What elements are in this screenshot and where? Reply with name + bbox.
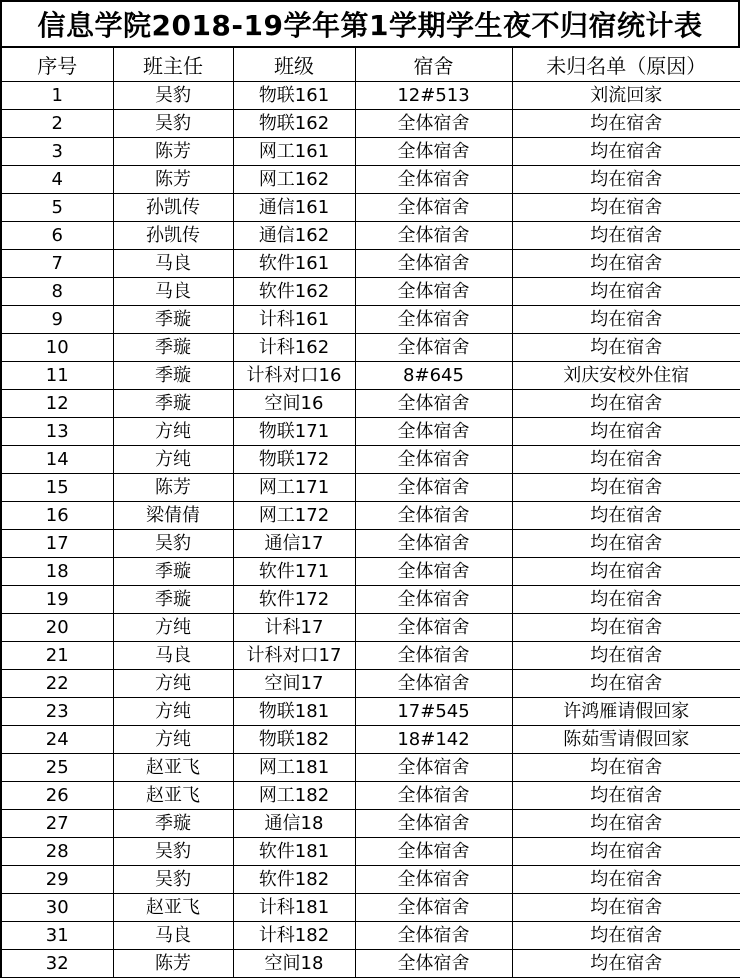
- table-row: [1, 166, 740, 194]
- cell-dorm[interactable]: 全体宿舍: [355, 278, 512, 306]
- table-row: [1, 334, 740, 362]
- cell-dorm[interactable]: 全体宿舍: [355, 530, 512, 558]
- cell-class[interactable]: 网工172: [233, 502, 355, 530]
- table-row: [1, 250, 740, 278]
- cell-class[interactable]: 物联171: [233, 418, 355, 446]
- table-row: [1, 306, 740, 334]
- cell-dorm[interactable]: 全体宿舍: [355, 558, 512, 586]
- cell-dorm[interactable]: 全体宿舍: [355, 474, 512, 502]
- cell-class[interactable]: 空间16: [233, 390, 355, 418]
- cell-class[interactable]: 通信17: [233, 530, 355, 558]
- table-row: [1, 194, 740, 222]
- table-row: [1, 82, 740, 110]
- cell-dorm[interactable]: 全体宿舍: [355, 110, 512, 138]
- table-row: [1, 474, 740, 502]
- cell-class[interactable]: 网工161: [233, 138, 355, 166]
- cell-index[interactable]: 7: [1, 250, 113, 278]
- cell-head-teacher[interactable]: 赵亚飞: [113, 894, 233, 922]
- cell-absent-list[interactable]: 刘庆安校外住宿: [512, 362, 740, 390]
- cell-dorm[interactable]: 全体宿舍: [355, 222, 512, 250]
- cell-head-teacher[interactable]: 方纯: [113, 418, 233, 446]
- cell-head-teacher[interactable]: 吴豹: [113, 530, 233, 558]
- cell-absent-list[interactable]: 均在宿舍: [512, 474, 740, 502]
- cell-class[interactable]: 物联161: [233, 82, 355, 110]
- cell-class[interactable]: 网工182: [233, 782, 355, 810]
- table-row: [1, 810, 740, 838]
- cell-class[interactable]: 计科对口17: [233, 642, 355, 670]
- cell-class[interactable]: 计科对口16: [233, 362, 355, 390]
- cell-index[interactable]: 11: [1, 362, 113, 390]
- cell-head-teacher[interactable]: 赵亚飞: [113, 754, 233, 782]
- cell-class[interactable]: 软件172: [233, 586, 355, 614]
- cell-index[interactable]: 21: [1, 642, 113, 670]
- cell-head-teacher[interactable]: 马良: [113, 922, 233, 950]
- cell-dorm[interactable]: 全体宿舍: [355, 614, 512, 642]
- dorm-absence-table: [0, 46, 740, 978]
- cell-head-teacher[interactable]: 季璇: [113, 810, 233, 838]
- cell-class[interactable]: 软件171: [233, 558, 355, 586]
- cell-head-teacher[interactable]: 季璇: [113, 558, 233, 586]
- table-row: [1, 558, 740, 586]
- cell-head-teacher[interactable]: 季璇: [113, 390, 233, 418]
- table-row: [1, 782, 740, 810]
- cell-index[interactable]: 17: [1, 530, 113, 558]
- cell-absent-list[interactable]: 均在宿舍: [512, 418, 740, 446]
- cell-class[interactable]: 物联172: [233, 446, 355, 474]
- cell-absent-list[interactable]: 均在宿舍: [512, 278, 740, 306]
- cell-index[interactable]: 28: [1, 838, 113, 866]
- cell-head-teacher[interactable]: 孙凯传: [113, 194, 233, 222]
- table-row: [1, 278, 740, 306]
- cell-head-teacher[interactable]: 孙凯传: [113, 222, 233, 250]
- cell-head-teacher[interactable]: 方纯: [113, 698, 233, 726]
- cell-class[interactable]: 软件162: [233, 278, 355, 306]
- cell-index[interactable]: 5: [1, 194, 113, 222]
- header-index[interactable]: 序号: [1, 47, 113, 82]
- cell-class[interactable]: 物联181: [233, 698, 355, 726]
- table-row: [1, 138, 740, 166]
- cell-dorm[interactable]: 全体宿舍: [355, 390, 512, 418]
- cell-index[interactable]: 13: [1, 418, 113, 446]
- cell-head-teacher[interactable]: 马良: [113, 250, 233, 278]
- cell-dorm[interactable]: 全体宿舍: [355, 950, 512, 978]
- cell-class[interactable]: 空间18: [233, 950, 355, 978]
- cell-absent-list[interactable]: 均在宿舍: [512, 922, 740, 950]
- cell-class[interactable]: 物联162: [233, 110, 355, 138]
- cell-head-teacher[interactable]: 吴豹: [113, 82, 233, 110]
- cell-class[interactable]: 物联182: [233, 726, 355, 754]
- table-row: [1, 726, 740, 754]
- cell-index[interactable]: 23: [1, 698, 113, 726]
- cell-index[interactable]: 30: [1, 894, 113, 922]
- cell-absent-list[interactable]: 均在宿舍: [512, 446, 740, 474]
- table-row: [1, 530, 740, 558]
- cell-head-teacher[interactable]: 季璇: [113, 306, 233, 334]
- cell-absent-list[interactable]: 均在宿舍: [512, 334, 740, 362]
- cell-class[interactable]: 软件161: [233, 250, 355, 278]
- table-row: [1, 670, 740, 698]
- table-row: [1, 754, 740, 782]
- cell-index[interactable]: 1: [1, 82, 113, 110]
- cell-absent-list[interactable]: 均在宿舍: [512, 558, 740, 586]
- table-row: [1, 838, 740, 866]
- table-row: [1, 362, 740, 390]
- table-row: [1, 698, 740, 726]
- cell-class[interactable]: 计科181: [233, 894, 355, 922]
- cell-dorm[interactable]: 全体宿舍: [355, 138, 512, 166]
- cell-dorm[interactable]: 全体宿舍: [355, 894, 512, 922]
- cell-head-teacher[interactable]: 方纯: [113, 726, 233, 754]
- cell-dorm[interactable]: 全体宿舍: [355, 670, 512, 698]
- cell-absent-list[interactable]: 许鸿雁请假回家: [512, 698, 740, 726]
- cell-index[interactable]: 8: [1, 278, 113, 306]
- cell-head-teacher[interactable]: 梁倩倩: [113, 502, 233, 530]
- cell-index[interactable]: 32: [1, 950, 113, 978]
- cell-dorm[interactable]: 全体宿舍: [355, 166, 512, 194]
- cell-head-teacher[interactable]: 马良: [113, 278, 233, 306]
- cell-index[interactable]: 4: [1, 166, 113, 194]
- cell-class[interactable]: 通信161: [233, 194, 355, 222]
- cell-index[interactable]: 31: [1, 922, 113, 950]
- cell-dorm[interactable]: 12#513: [355, 82, 512, 110]
- cell-absent-list[interactable]: 均在宿舍: [512, 950, 740, 978]
- cell-head-teacher[interactable]: 陈芳: [113, 474, 233, 502]
- cell-head-teacher[interactable]: 马良: [113, 642, 233, 670]
- cell-class[interactable]: 计科161: [233, 306, 355, 334]
- table-row: [1, 894, 740, 922]
- cell-head-teacher[interactable]: 方纯: [113, 670, 233, 698]
- table-row: [1, 922, 740, 950]
- cell-head-teacher[interactable]: 季璇: [113, 334, 233, 362]
- cell-class[interactable]: 计科162: [233, 334, 355, 362]
- cell-class[interactable]: 网工162: [233, 166, 355, 194]
- cell-class[interactable]: 空间17: [233, 670, 355, 698]
- cell-absent-list[interactable]: 均在宿舍: [512, 166, 740, 194]
- cell-index[interactable]: 25: [1, 754, 113, 782]
- cell-dorm[interactable]: 全体宿舍: [355, 922, 512, 950]
- cell-class[interactable]: 计科182: [233, 922, 355, 950]
- cell-dorm[interactable]: 全体宿舍: [355, 250, 512, 278]
- cell-index[interactable]: 20: [1, 614, 113, 642]
- header-class[interactable]: 班级: [233, 47, 355, 82]
- cell-head-teacher[interactable]: 方纯: [113, 446, 233, 474]
- cell-dorm[interactable]: 8#645: [355, 362, 512, 390]
- cell-dorm[interactable]: 全体宿舍: [355, 838, 512, 866]
- sheet-title: 信息学院2018-19学年第1学期学生夜不归宿统计表: [0, 0, 740, 46]
- table-row: [1, 446, 740, 474]
- table-row: [1, 614, 740, 642]
- cell-head-teacher[interactable]: 吴豹: [113, 866, 233, 894]
- cell-absent-list[interactable]: 均在宿舍: [512, 306, 740, 334]
- cell-index[interactable]: 26: [1, 782, 113, 810]
- cell-index[interactable]: 19: [1, 586, 113, 614]
- cell-class[interactable]: 软件182: [233, 866, 355, 894]
- cell-head-teacher[interactable]: 方纯: [113, 614, 233, 642]
- cell-dorm[interactable]: 全体宿舍: [355, 194, 512, 222]
- cell-dorm[interactable]: 全体宿舍: [355, 418, 512, 446]
- cell-head-teacher[interactable]: 陈芳: [113, 138, 233, 166]
- cell-index[interactable]: 22: [1, 670, 113, 698]
- cell-class[interactable]: 网工181: [233, 754, 355, 782]
- cell-dorm[interactable]: 全体宿舍: [355, 586, 512, 614]
- cell-class[interactable]: 计科17: [233, 614, 355, 642]
- cell-head-teacher[interactable]: 吴豹: [113, 110, 233, 138]
- cell-dorm[interactable]: 全体宿舍: [355, 782, 512, 810]
- cell-absent-list[interactable]: 均在宿舍: [512, 894, 740, 922]
- cell-index[interactable]: 12: [1, 390, 113, 418]
- cell-absent-list[interactable]: 均在宿舍: [512, 838, 740, 866]
- table-row: [1, 586, 740, 614]
- cell-dorm[interactable]: 全体宿舍: [355, 502, 512, 530]
- table-row: [1, 418, 740, 446]
- header-absent-list[interactable]: 未归名单（原因）: [512, 47, 740, 82]
- cell-dorm[interactable]: 17#545: [355, 698, 512, 726]
- cell-class[interactable]: 通信162: [233, 222, 355, 250]
- cell-index[interactable]: 29: [1, 866, 113, 894]
- cell-index[interactable]: 9: [1, 306, 113, 334]
- table-row: [1, 642, 740, 670]
- cell-class[interactable]: 软件181: [233, 838, 355, 866]
- cell-dorm[interactable]: 全体宿舍: [355, 334, 512, 362]
- table-row: [1, 110, 740, 138]
- cell-index[interactable]: 3: [1, 138, 113, 166]
- cell-absent-list[interactable]: 均在宿舍: [512, 250, 740, 278]
- cell-absent-list[interactable]: 均在宿舍: [512, 866, 740, 894]
- cell-absent-list[interactable]: 均在宿舍: [512, 502, 740, 530]
- cell-head-teacher[interactable]: 吴豹: [113, 838, 233, 866]
- cell-absent-list[interactable]: 均在宿舍: [512, 194, 740, 222]
- table-row: [1, 866, 740, 894]
- cell-dorm[interactable]: 18#142: [355, 726, 512, 754]
- table-row: [1, 390, 740, 418]
- cell-class[interactable]: 通信18: [233, 810, 355, 838]
- cell-absent-list[interactable]: 均在宿舍: [512, 138, 740, 166]
- cell-head-teacher[interactable]: 赵亚飞: [113, 782, 233, 810]
- table-row: [1, 222, 740, 250]
- cell-dorm[interactable]: 全体宿舍: [355, 306, 512, 334]
- cell-absent-list[interactable]: 均在宿舍: [512, 586, 740, 614]
- cell-absent-list[interactable]: 均在宿舍: [512, 222, 740, 250]
- cell-dorm[interactable]: 全体宿舍: [355, 866, 512, 894]
- cell-dorm[interactable]: 全体宿舍: [355, 754, 512, 782]
- cell-index[interactable]: 24: [1, 726, 113, 754]
- cell-absent-list[interactable]: 均在宿舍: [512, 782, 740, 810]
- cell-head-teacher[interactable]: 季璇: [113, 586, 233, 614]
- cell-absent-list[interactable]: 均在宿舍: [512, 670, 740, 698]
- header-head-teacher[interactable]: 班主任: [113, 47, 233, 82]
- cell-head-teacher[interactable]: 陈芳: [113, 166, 233, 194]
- cell-index[interactable]: 15: [1, 474, 113, 502]
- cell-absent-list[interactable]: 均在宿舍: [512, 810, 740, 838]
- cell-absent-list[interactable]: 均在宿舍: [512, 642, 740, 670]
- cell-head-teacher[interactable]: 陈芳: [113, 950, 233, 978]
- cell-index[interactable]: 10: [1, 334, 113, 362]
- cell-dorm[interactable]: 全体宿舍: [355, 642, 512, 670]
- cell-class[interactable]: 网工171: [233, 474, 355, 502]
- cell-index[interactable]: 16: [1, 502, 113, 530]
- cell-dorm[interactable]: 全体宿舍: [355, 446, 512, 474]
- cell-index[interactable]: 27: [1, 810, 113, 838]
- cell-index[interactable]: 2: [1, 110, 113, 138]
- cell-head-teacher[interactable]: 季璇: [113, 362, 233, 390]
- table-row: [1, 950, 740, 978]
- cell-dorm[interactable]: 全体宿舍: [355, 810, 512, 838]
- cell-absent-list[interactable]: 刘流回家: [512, 82, 740, 110]
- cell-absent-list[interactable]: 均在宿舍: [512, 110, 740, 138]
- cell-absent-list[interactable]: 均在宿舍: [512, 530, 740, 558]
- header-row: [1, 47, 740, 82]
- header-dorm[interactable]: 宿舍: [355, 47, 512, 82]
- table-row: [1, 502, 740, 530]
- cell-index[interactable]: 18: [1, 558, 113, 586]
- cell-index[interactable]: 14: [1, 446, 113, 474]
- cell-absent-list[interactable]: 均在宿舍: [512, 614, 740, 642]
- cell-absent-list[interactable]: 均在宿舍: [512, 390, 740, 418]
- cell-absent-list[interactable]: 均在宿舍: [512, 754, 740, 782]
- cell-index[interactable]: 6: [1, 222, 113, 250]
- cell-absent-list[interactable]: 陈茹雪请假回家: [512, 726, 740, 754]
